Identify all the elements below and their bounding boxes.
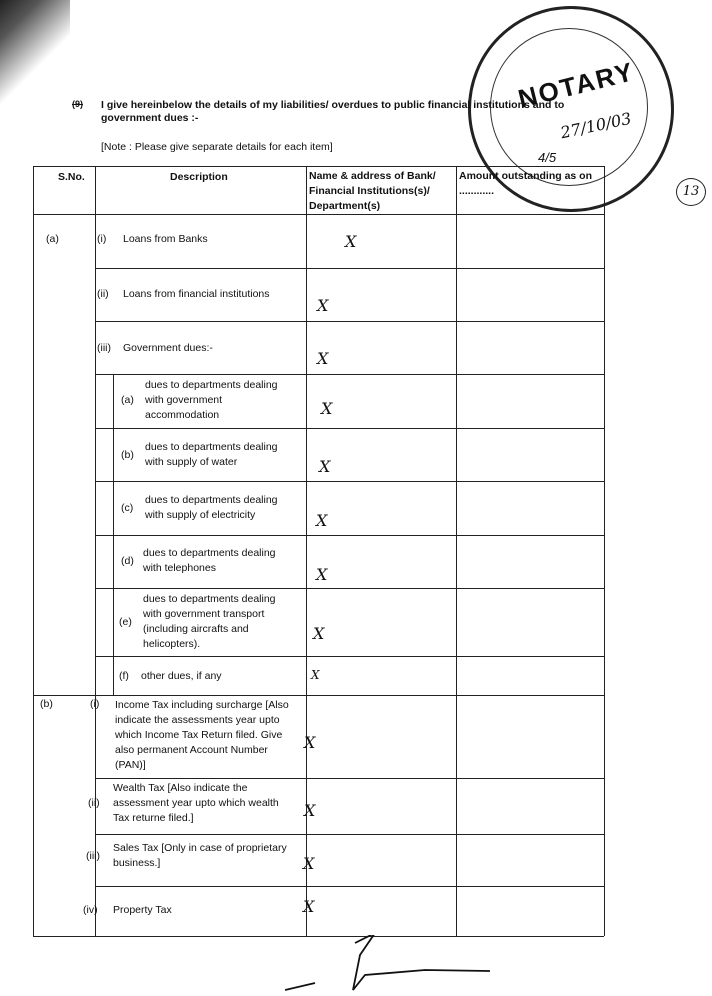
header-bank: Name & address of Bank/ Financial Institutions(s)/ Department(s): [309, 170, 436, 212]
row-description: Wealth Tax [Also indicate the assessment year upto which wealth Tax returne filed.]: [113, 782, 279, 824]
header-sno: S.No.: [58, 171, 85, 183]
group-label-a: (a): [46, 233, 59, 245]
row-description: dues to departments dealing with supply of water: [145, 441, 278, 468]
sub-number: (b): [121, 449, 134, 461]
header-amount: Amount outstanding as on ............: [459, 170, 592, 197]
sub-number: (c): [121, 502, 134, 514]
notary-stamp-date: 27/10/03: [558, 108, 634, 143]
nil-mark: X: [345, 232, 357, 251]
nil-mark: X: [311, 668, 320, 682]
intro-text: I give hereinbelow the details of my liabilities/ overdues to public financial institutions and to government dues :-: [101, 99, 565, 124]
nil-mark: X: [303, 897, 315, 916]
item-number: (9): [72, 99, 83, 109]
header-description: Description: [170, 171, 228, 183]
nil-mark: X: [316, 511, 328, 530]
notary-stamp-mark: 4/5: [538, 150, 557, 165]
nil-mark: X: [313, 624, 325, 643]
row-description: dues to departments dealing with telephones: [143, 547, 276, 574]
sub-number: (a): [121, 394, 134, 406]
row-number: (ii): [88, 797, 100, 809]
nil-mark: X: [317, 349, 329, 368]
nil-mark: X: [319, 457, 331, 476]
sub-number: (d): [121, 555, 134, 567]
row-description: dues to departments dealing with supply of electricity: [145, 494, 278, 521]
row-description: Loans from financial institutions: [123, 288, 270, 300]
sub-number: (e): [119, 616, 132, 628]
nil-mark: X: [316, 565, 328, 584]
row-description: Property Tax: [113, 904, 172, 916]
nil-mark: X: [317, 296, 329, 315]
row-number: (iii): [97, 342, 111, 354]
row-number: (iii): [86, 850, 100, 862]
nil-mark: X: [303, 854, 315, 873]
row-number: (ii): [97, 288, 109, 300]
row-description: Sales Tax [Only in case of proprietary business.]: [113, 842, 287, 869]
row-number: (i): [90, 698, 100, 710]
page-number: 13: [676, 178, 706, 206]
nil-mark: X: [304, 733, 316, 752]
sub-number: (f): [119, 670, 129, 682]
notary-stamp-label: NOTARY: [515, 56, 638, 114]
row-description: Loans from Banks: [123, 233, 208, 245]
note-text: [Note : Please give separate details for each item]: [101, 141, 333, 153]
row-description: other dues, if any: [141, 670, 222, 682]
scan-shadow: [0, 0, 70, 150]
row-number: (iv): [83, 904, 98, 916]
row-description: Income Tax including surcharge [Also indicate the assessments year upto which Income Tax Return filed. Give also permanent Account Number (PAN)]: [115, 699, 289, 771]
group-label-b: (b): [40, 698, 53, 710]
nil-mark: X: [304, 801, 316, 820]
row-description: dues to departments dealing with government accommodation: [145, 379, 278, 421]
row-description: Government dues:-: [123, 342, 213, 354]
nil-mark: X: [321, 399, 333, 418]
row-number: (i): [97, 233, 107, 245]
signature: [285, 935, 515, 995]
row-description: dues to departments dealing with government transport (including aircrafts and helicopters).: [143, 593, 276, 650]
